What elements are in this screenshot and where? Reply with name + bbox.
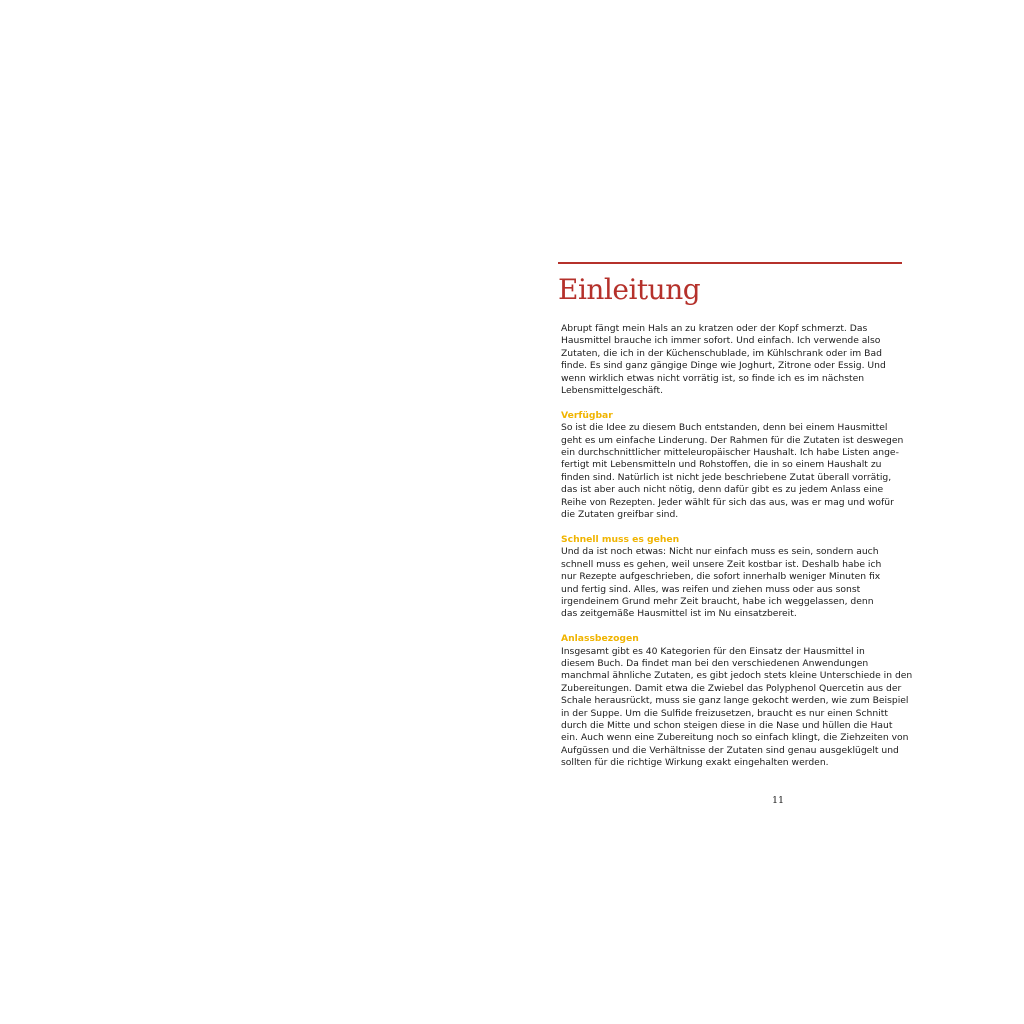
text-line: das ist aber auch nicht nötig, denn dafür gibt es zu jedem Anlass eine	[561, 484, 884, 496]
text-line: Insgesamt gibt es 40 Kategorien für den Einsatz der Hausmittel in	[561, 645, 865, 657]
text-line: Zubereitungen. Damit etwa die Zwiebel das Polyphenol Quercetin aus der	[561, 682, 902, 694]
text-line: irgendeinem Grund mehr Zeit braucht, habe ich weggelassen, denn	[561, 595, 874, 607]
text-line: schnell muss es gehen, weil unsere Zeit kostbar ist. Deshalb habe ich	[561, 558, 882, 570]
text-line: nur Rezepte aufgeschrieben, die sofort innerhalb weniger Minuten fix	[561, 571, 881, 583]
section-verfuegbar	[561, 409, 904, 522]
text-line: sollten für die richtige Wirkung exakt eingehalten werden.	[561, 757, 829, 769]
section-heading: Anlassbezogen	[561, 633, 639, 645]
page-number: 11	[772, 795, 785, 806]
text-line: finde. Es sind ganz gängige Dinge wie Joghurt, Zitrone oder Essig. Und	[561, 360, 886, 372]
text-line: Und da ist noch etwas: Nicht nur einfach muss es sein, sondern auch	[561, 546, 879, 558]
text-line: die Zutaten greifbar sind.	[561, 509, 679, 521]
text-line: fertigt mit Lebensmitteln und Rohstoffen, die in so einem Haushalt zu	[561, 459, 882, 471]
text-line: Schale herausrückt, muss sie ganz lange gekocht werden, wie zum Beispiel	[561, 695, 909, 707]
text-line: ein durchschnittlicher mitteleuropäischer Haushalt. Ich habe Listen ange-	[561, 447, 899, 459]
text-line: Aufgüssen und die Verhältnisse der Zutaten sind genau ausgeklügelt und	[561, 744, 899, 756]
text-line: in der Suppe. Um die Sulfide freizusetzen, braucht es nur einen Schnitt	[561, 707, 888, 719]
section-heading: Verfügbar	[561, 409, 613, 421]
intro-paragraph	[561, 323, 901, 397]
page-title: Einleitung	[558, 273, 701, 306]
text-line: Zutaten, die ich in der Küchenschublade, im Kühlschrank oder im Bad	[561, 347, 882, 359]
text-line: durch die Mitte und schon steigen diese in die Nase und hüllen die Haut	[561, 719, 893, 731]
text-line: geht es um einfache Linderung. Der Rahmen für die Zutaten ist deswegen	[561, 434, 904, 446]
text-line: Hausmittel brauche ich immer sofort. Und einfach. Ich verwende also	[561, 335, 881, 347]
title-rule	[558, 262, 902, 264]
text-line: das zeitgemäße Hausmittel ist im Nu einsatzbereit.	[561, 608, 797, 620]
body-text	[561, 323, 913, 770]
text-line: Abrupt fängt mein Hals an zu kratzen oder der Kopf schmerzt. Das	[561, 323, 868, 334]
text-line: diesem Buch. Da findet man bei den verschiedenen Anwendungen	[561, 657, 869, 669]
section-schnell	[561, 534, 901, 621]
text-line: wenn wirklich etwas nicht vorrätig ist, so finde ich es im nächsten	[561, 372, 865, 384]
text-line: manchmal ähnliche Zutaten, es gibt jedoch stets kleine Unterschiede in den	[561, 670, 913, 682]
section-heading: Schnell muss es gehen	[561, 533, 680, 545]
text-line: und fertig sind. Alles, was reifen und ziehen muss oder aus sonst	[561, 583, 861, 595]
section-anlassbezogen	[561, 633, 913, 769]
text-line: Lebensmittelgeschäft.	[561, 385, 663, 397]
text-line: finden sind. Natürlich ist nicht jede beschriebene Zutat überall vorrätig,	[561, 471, 892, 483]
text-line: So ist die Idee zu diesem Buch entstanden, denn bei einem Hausmittel	[561, 422, 888, 434]
text-line: Reihe von Rezepten. Jeder wählt für sich das aus, was er mag und wofür	[561, 496, 894, 508]
text-line: ein. Auch wenn eine Zubereitung noch so einfach klingt, die Ziehzeiten von	[561, 732, 909, 744]
